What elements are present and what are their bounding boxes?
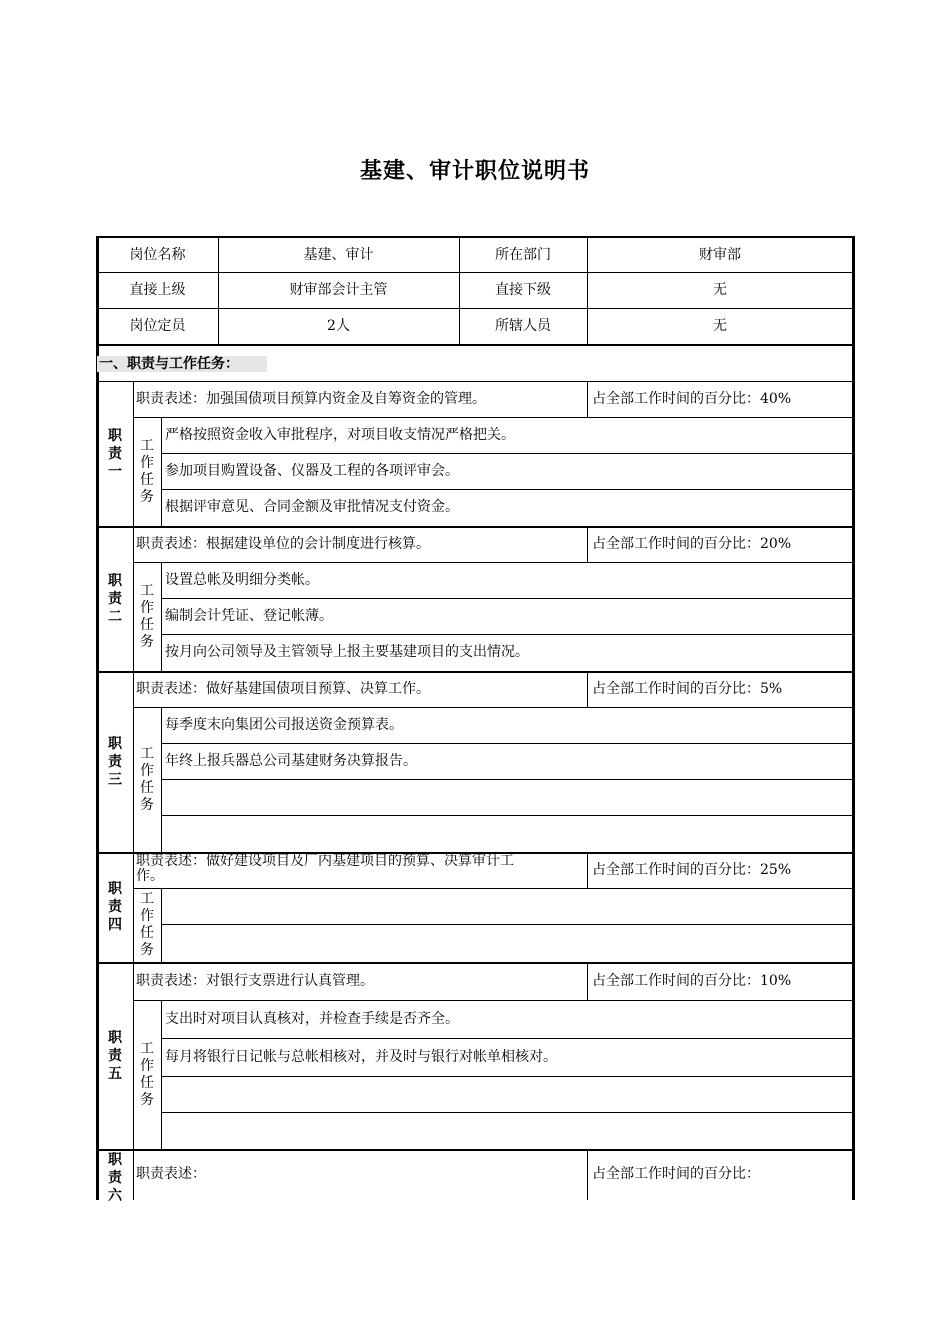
work-tasks-label: 工 作 任 务: [140, 582, 154, 650]
col-divider: [161, 417, 162, 526]
duty-statement: 职责表述：加强国债项目预算内资金及自筹资金的管理。: [136, 391, 486, 407]
info-value: 财审部: [699, 247, 741, 263]
info-label: 所辖人员: [495, 318, 551, 334]
duty-statement: 职责表述：: [136, 1166, 206, 1182]
task-item: [165, 924, 851, 962]
duty-percentage: 占全部工作时间的百分比：10%: [592, 973, 792, 989]
duty-percentage: 占全部工作时间的百分比：: [592, 1166, 760, 1182]
col-divider: [161, 1000, 162, 1149]
info-value: 2人: [327, 318, 350, 334]
duty-percentage: 占全部工作时间的百分比：40%: [592, 391, 792, 407]
col-divider: [218, 238, 219, 344]
duty-statement: 职责表述：做好基建国债项目预算、决算工作。: [136, 681, 430, 697]
info-value: 无: [713, 318, 727, 334]
duty-label: 职 责 二: [108, 572, 122, 625]
info-label: 直接上级: [129, 282, 186, 298]
duty-statement: 作。: [136, 868, 164, 884]
duty-label: 职 责 一: [108, 427, 122, 480]
duty-percentage: 占全部工作时间的百分比：5%: [592, 681, 783, 697]
task-item: 编制会计凭证、登记帐薄。: [165, 608, 333, 624]
col-divider: [587, 526, 588, 562]
page-title: 基建、审计职位说明书: [359, 159, 590, 184]
info-value: 无: [713, 282, 727, 298]
task-item: [165, 779, 851, 815]
work-tasks-label: 工 作 任 务: [140, 891, 154, 958]
task-item: 年终上报兵器总公司基建财务决算报告。: [165, 753, 417, 769]
duty-label: 职 责 五: [108, 1029, 122, 1082]
col-divider: [459, 238, 460, 344]
task-item: 设置总帐及明细分类帐。: [165, 572, 319, 588]
duty-percentage: 占全部工作时间的百分比：25%: [592, 862, 792, 878]
info-label: 所在部门: [495, 247, 551, 263]
duty-label: 职 责 四: [108, 881, 122, 933]
work-tasks-label: 工 作 任 务: [140, 437, 154, 505]
info-value: 财审部会计主管: [289, 282, 388, 298]
task-item: 严格按照资金收入审批程序，对项目收支情况严格把关。: [165, 427, 515, 443]
col-divider: [587, 381, 588, 417]
duty-statement: 职责表述：根据建设单位的会计制度进行核算。: [136, 536, 430, 552]
duty-label: 职 责 三: [108, 735, 122, 788]
task-item: 参加项目购置设备、仪器及工程的各项评审会。: [165, 463, 459, 479]
col-divider: [133, 1149, 134, 1200]
col-divider: [587, 1149, 588, 1200]
task-item: 每月将银行日记帐与总帐相核对，并及时与银行对帐单相核对。: [165, 1049, 557, 1065]
col-divider: [587, 852, 588, 888]
duty-label: 职 责 六: [108, 1152, 122, 1204]
info-label: 岗位定员: [129, 318, 186, 334]
col-divider: [161, 562, 162, 671]
task-item: [165, 1076, 851, 1112]
task-item: 每季度末向集团公司报送资金预算表。: [165, 717, 403, 733]
duty-statement: 职责表述：对银行支票进行认真管理。: [136, 973, 374, 989]
task-item: 支出时对项目认真核对，并检查手续是否齐全。: [165, 1011, 459, 1027]
col-divider: [587, 962, 588, 1000]
task-item: 根据评审意见、合同金额及审批情况支付资金。: [165, 499, 459, 515]
task-item: [165, 1112, 851, 1149]
col-divider: [161, 888, 162, 962]
info-value: 基建、审计: [303, 247, 374, 263]
col-divider: [587, 671, 588, 707]
task-item: [165, 888, 851, 924]
info-label: 岗位名称: [129, 247, 186, 263]
duty-percentage: 占全部工作时间的百分比：20%: [592, 536, 792, 552]
work-tasks-label: 工 作 任 务: [140, 1040, 154, 1108]
task-item: 按月向公司领导及主管领导上报主要基建项目的支出情况。: [165, 644, 529, 660]
duty-statement: 职责表述：做好建设项目及厂内基建项目的预算、决算审计工: [136, 853, 514, 869]
info-label: 直接下级: [495, 282, 551, 298]
section-heading: 一、职责与工作任务：: [99, 356, 239, 372]
col-divider: [587, 238, 588, 344]
task-item: [165, 815, 851, 852]
work-tasks-label: 工 作 任 务: [140, 745, 154, 813]
